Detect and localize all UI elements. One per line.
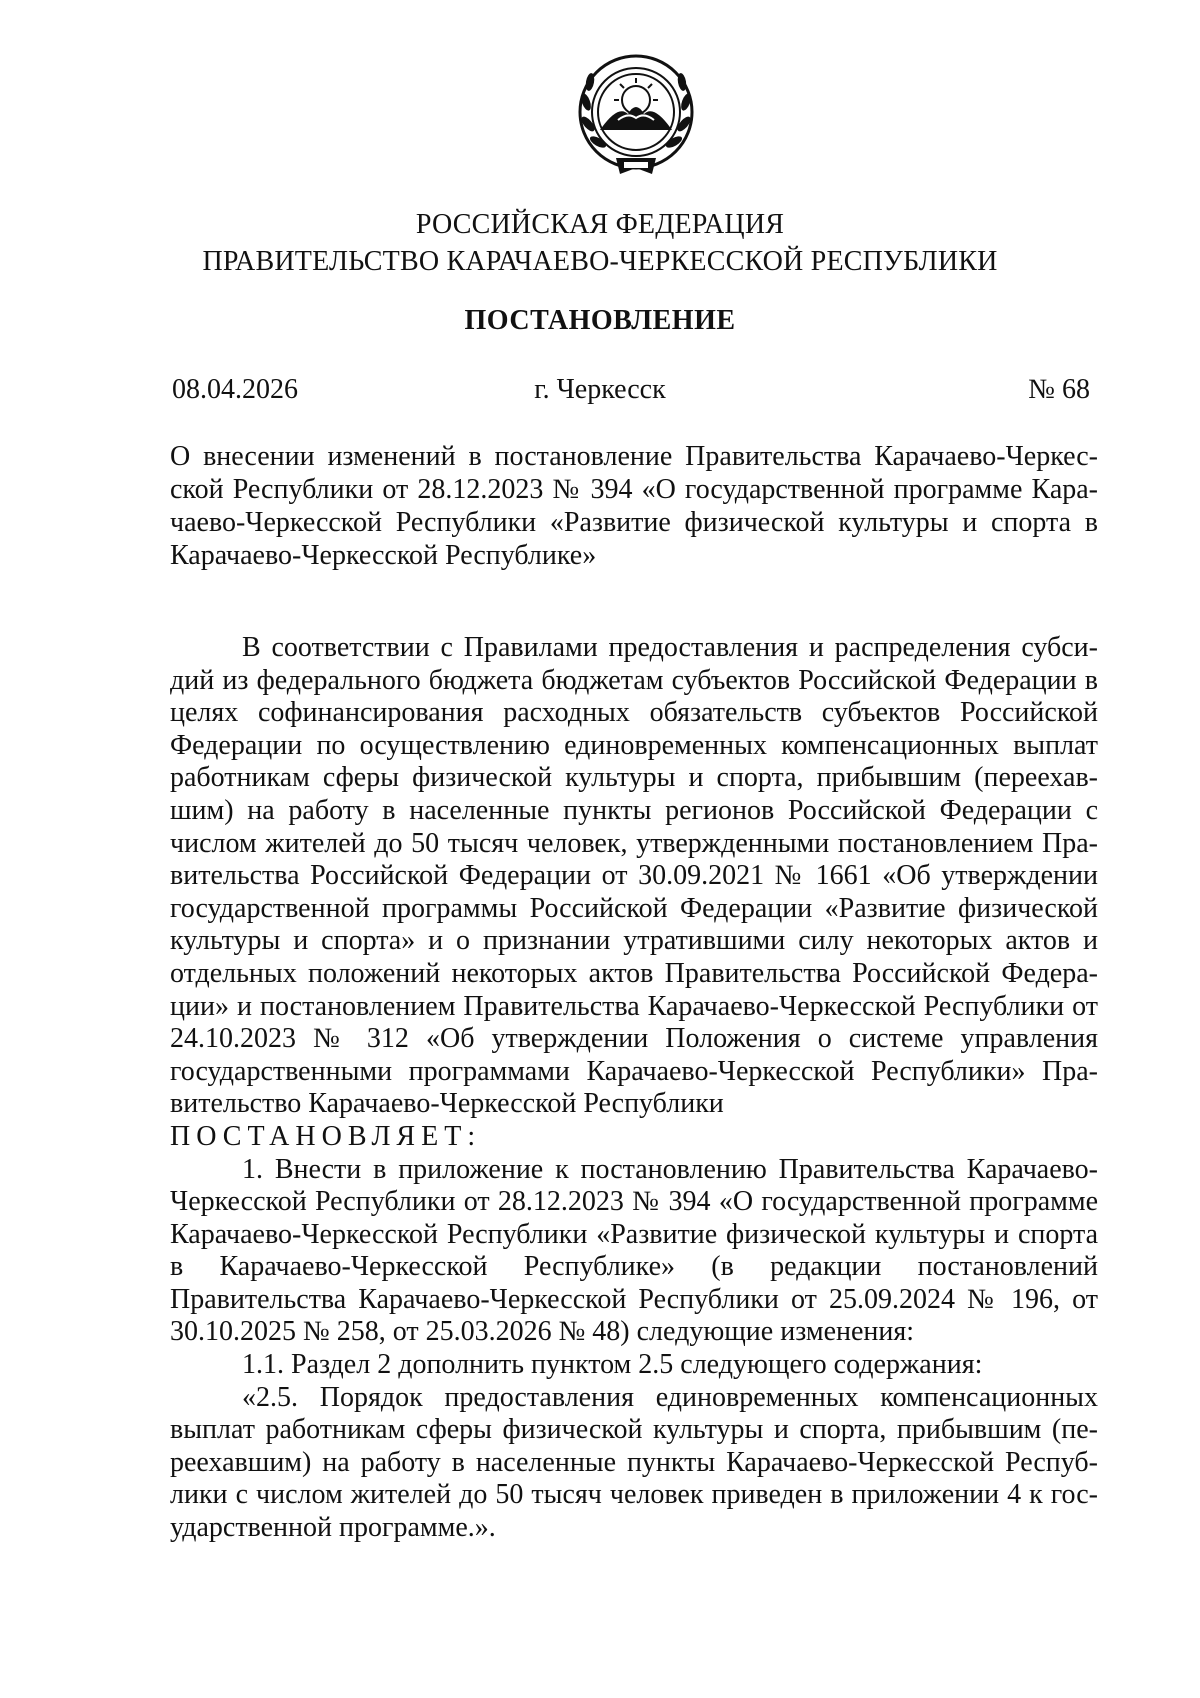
document-body bbox=[170, 632, 1098, 1545]
document-date: 08.04.2026 bbox=[172, 374, 298, 405]
country-heading: РОССИЙСКАЯ ФЕДЕРАЦИЯ bbox=[415, 209, 785, 240]
coat-of-arms-emblem bbox=[568, 50, 704, 186]
preamble-paragraph: В соответствии с Правилами предоставления и распределения субсидий из федерального бюджета бюджетам субъектов Российской Федерации в целях софинансирования расходных обязательств субъектов Российской Федерации по осуществлению единовременных компенсационных выплат работникам сферы физической культуры и спорта, прибывшим (переехавшим) на работу в населенные пункты регионов Российской Федерации с числом жителей до 50 тысяч человек, утвержденными постановлением Правительства Российской Федерации от 30.09.2021 № 1661 «Об утверждении государственной программы Российской Федерации «Развитие физической культуры и спорта» и о признании утратившими силу некоторых актов и отдельных положений некоторых актов Правительства Российской Федерации» и постановлением Правительства Карачаево-Черкесской Республики от 24.10.2023 № 312 «Об утверждении Положения о системе управления государственными программами Карачаево-Черкесской Республики» Правительство Карачаево-Черкесской Республики bbox=[170, 632, 1098, 1120]
item-1-paragraph: 1. Внести в приложение к постановлению Правительства Карачаево-Черкесской Республики от 28.12.2023 № 394 «О государственной программе Карачаево-Черкесской Республики «Развитие физической культуры и спорта в Карачаево-Черкесской Республике» (в редакции постановлений Правительства Карачаево-Черкесской Республики от 25.09.2024 № 196, от 30.10.2025 № 258, от 25.03.2026 № 48) следующие изменения: bbox=[170, 1153, 1098, 1348]
document-number: № 68 bbox=[1028, 374, 1090, 405]
document-city: г. Черкесск bbox=[534, 374, 666, 405]
decree-word: ПОСТАНОВЛЯЕТ: bbox=[170, 1120, 482, 1152]
item-2-5-paragraph: «2.5. Порядок предоставления единовременных компенсационных выплат работникам сферы физической культуры и спорта, прибывшим (переехавшим) на работу в населенные пункты Карачаево-Черкесской Республики с числом жителей до 50 тысяч человек приведен в приложении 4 к государственной программе.». bbox=[170, 1381, 1098, 1544]
document-subject: О внесении изменений в постановление Правительства Карачаево-Черкесской Республики от 28.12.2023 № 394 «О государственной программе Карачаево-Черкесской Республики «Развитие физической культуры и спорта в Карачаево-Черкесской Республике» bbox=[170, 441, 1098, 571]
document-type-title: ПОСТАНОВЛЕНИЕ bbox=[464, 305, 736, 336]
government-heading: ПРАВИТЕЛЬСТВО КАРАЧАЕВО-ЧЕРКЕССКОЙ РЕСПУБЛИКИ bbox=[202, 246, 998, 277]
item-1-1-paragraph: 1.1. Раздел 2 дополнить пунктом 2.5 следующего содержания: bbox=[242, 1349, 983, 1381]
